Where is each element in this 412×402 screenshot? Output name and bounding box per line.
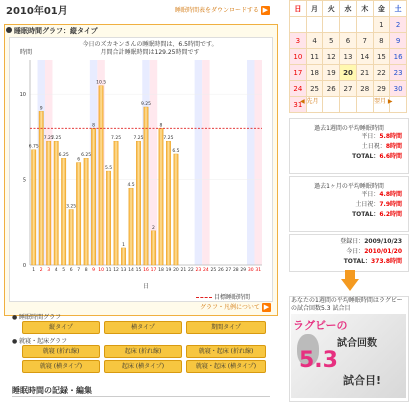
weekend-shade	[247, 60, 254, 265]
chart-legend	[196, 292, 250, 301]
x-tick-label: 21	[180, 268, 187, 273]
weekday-label: 平日：	[361, 133, 380, 140]
x-tick-label: 31	[255, 268, 262, 273]
wakeup-line-button[interactable]: 起床 (折れ線)	[104, 345, 182, 358]
bed-wake-horizontal-button[interactable]: 就寝・起床 (横タイプ)	[186, 360, 266, 373]
data-label: 9.25	[140, 101, 152, 107]
bed-wake-line-button[interactable]: 就寝・起床 (折れ線)	[186, 345, 266, 358]
chart-help-label[interactable]: グラフ・凡例について	[200, 304, 260, 311]
calendar-day[interactable]: 11	[306, 49, 323, 65]
x-tick-label: 11	[105, 268, 112, 273]
period-type-button[interactable]: 期間タイプ	[186, 321, 266, 334]
data-label: 2	[152, 225, 155, 231]
data-label: 9	[39, 106, 43, 112]
calendar-day[interactable]: 26	[323, 81, 340, 97]
calendar-day	[356, 17, 373, 33]
bar	[144, 107, 148, 265]
calendar-day[interactable]: 7	[356, 33, 373, 49]
reg-value: 2009/10/23	[364, 238, 402, 245]
month-weekend-row	[290, 200, 408, 210]
calendar-day[interactable]: 24	[290, 81, 307, 97]
bar	[166, 141, 170, 265]
calendar-day[interactable]: 28	[356, 81, 373, 97]
calendar-day[interactable]: 19	[323, 65, 340, 81]
calendar-day[interactable]: 29	[373, 81, 390, 97]
today-row	[290, 247, 408, 257]
week-weekend-value: 8時間	[385, 143, 402, 150]
week-weekday-row	[290, 132, 408, 142]
x-tick-label: 1	[32, 268, 36, 273]
x-tick-label: 29	[240, 268, 247, 273]
edit-heading: 睡眠時間の記録・編集	[12, 386, 92, 395]
calendar-day[interactable]: 17	[290, 65, 307, 81]
x-axis-label: 日	[143, 283, 150, 290]
chart-summary-line1: 今日のズカキンさんの睡眠時間は、6.5時間です。	[82, 41, 218, 48]
data-label: 4.5	[127, 183, 135, 189]
data-label: 7.25	[51, 136, 62, 142]
x-tick-label: 12	[113, 268, 119, 273]
x-tick-label: 20	[173, 268, 179, 273]
bar	[129, 188, 133, 265]
calendar-day[interactable]: 8	[373, 33, 390, 49]
download-link-label[interactable]: 睡眠時間表をダウンロードする	[175, 7, 259, 14]
next-month-label[interactable]: 翌月	[374, 98, 387, 105]
bar	[114, 141, 118, 265]
bar	[61, 158, 65, 265]
calendar-day	[323, 97, 340, 113]
data-label: 6.25	[81, 153, 92, 159]
calendar-day	[356, 97, 373, 113]
rugby-promo-image	[291, 314, 406, 398]
promo-text: あなたの1週間の平均睡眠時間はラグビーの試合回数5.3 試合目	[291, 297, 403, 312]
prev-arrow-icon[interactable]: ◀	[300, 98, 307, 105]
data-label: 6	[77, 157, 81, 163]
calendar-day[interactable]: 10	[290, 49, 307, 65]
x-tick-label: 14	[128, 268, 134, 273]
data-label: 7.25	[43, 136, 54, 142]
calendar-day[interactable]: 18	[306, 65, 323, 81]
bar	[174, 154, 178, 265]
registration-box	[289, 234, 409, 272]
data-label: 1	[122, 242, 125, 248]
x-tick-label: 15	[135, 268, 142, 273]
x-tick-label: 27	[225, 268, 232, 273]
data-label: 6.75	[28, 144, 39, 150]
graph-title-label: 睡眠時間グラフ：縦タイプ	[14, 27, 98, 35]
graph-type-label: ● 睡眠時間グラフ	[12, 314, 62, 321]
x-tick-label: 2	[39, 268, 43, 273]
x-tick-label: 30	[247, 268, 254, 273]
bar	[84, 158, 88, 265]
bedtime-line-button[interactable]: 就寝 (折れ線)	[22, 345, 100, 358]
weekend-shade	[202, 60, 209, 265]
weekday-header: 月	[306, 1, 323, 17]
bar	[46, 141, 50, 265]
calendar-day	[323, 17, 340, 33]
week-weekend-row	[290, 142, 408, 152]
month-weekday-value: 4.8時間	[379, 191, 402, 198]
week-weekday-value: 5.8時間	[379, 133, 402, 140]
today-label: 今日：	[346, 248, 365, 255]
bar	[121, 248, 125, 265]
bar	[76, 163, 80, 266]
bar	[159, 128, 163, 265]
weekday-header: 火	[323, 1, 340, 17]
promo-suffix: 試合目!	[343, 374, 382, 387]
weekend-shade	[255, 60, 262, 265]
calendar-day	[340, 17, 357, 33]
calendar-day[interactable]: 12	[323, 49, 340, 65]
month-total-value: 6.2時間	[379, 211, 402, 218]
weekend-label: 土日祝：	[361, 143, 386, 150]
bar	[99, 86, 103, 265]
bedtime-label: ● 就寝・起床グラフ	[12, 338, 68, 345]
calendar-day	[290, 17, 307, 33]
week-total-value: 6.6時間	[379, 153, 402, 160]
calendar-day	[306, 17, 323, 33]
calendar-day[interactable]: 6	[340, 33, 357, 49]
calendar-day[interactable]: 21	[356, 65, 373, 81]
bar	[136, 141, 140, 265]
calendar-day[interactable]: 16	[390, 49, 407, 65]
down-arrow-stem	[345, 270, 355, 279]
x-tick-label: 19	[165, 268, 172, 273]
next-month-link[interactable]	[374, 96, 393, 105]
next-arrow-icon[interactable]: ▶	[386, 98, 393, 105]
promo-number: 5.3	[299, 348, 338, 373]
graph-type-label-text: 睡眠時間グラフ	[19, 314, 62, 321]
calendar-day[interactable]: 2	[390, 17, 407, 33]
data-label: 6.25	[58, 153, 69, 159]
x-tick-label: 25	[210, 268, 217, 273]
calendar-day[interactable]: 14	[356, 49, 373, 65]
weekend-shade	[195, 60, 202, 265]
data-label: 7.25	[133, 136, 144, 142]
calendar-day[interactable]: 1	[373, 17, 390, 33]
x-tick-label: 5	[62, 268, 66, 273]
legend-label: 目標睡眠時間	[214, 294, 251, 301]
x-tick-label: 24	[203, 268, 209, 273]
month-stats-heading: 過去1ヶ月の平均睡眠時間	[314, 183, 384, 190]
x-tick-label: 18	[158, 268, 164, 273]
weekend-label: 土日祝：	[355, 201, 380, 208]
x-tick-label: 13	[120, 268, 127, 273]
cumulative-label: TOTAL：	[343, 258, 372, 265]
total-label: TOTAL：	[352, 211, 380, 218]
calendar-day[interactable]: 5	[323, 33, 340, 49]
promo-count-label: 試合回数	[337, 338, 377, 349]
vertical-type-button[interactable]: 縦タイプ	[22, 321, 100, 334]
bar	[31, 150, 35, 265]
calendar-day	[340, 97, 357, 113]
x-tick-label: 9	[92, 268, 96, 273]
month-total-row	[290, 210, 408, 220]
calendar-day[interactable]: 22	[373, 65, 390, 81]
calendar-day[interactable]: 15	[373, 49, 390, 65]
calendar-day[interactable]: 25	[306, 81, 323, 97]
cumulative-value: 373.8時間	[371, 258, 402, 265]
bar	[91, 128, 95, 265]
calendar-day[interactable]: 13	[340, 49, 357, 65]
data-label: 10.5	[96, 80, 107, 86]
reg-date-row	[290, 237, 408, 247]
x-tick-label: 10	[98, 268, 104, 273]
chart-summary	[60, 41, 240, 56]
week-stats-heading: 過去1週間の平均睡眠時間	[314, 125, 384, 132]
weekday-header: 日	[290, 1, 307, 17]
x-tick-label: 3	[47, 268, 51, 273]
bedtime-label-text: 就寝・起床グラフ	[19, 338, 68, 345]
x-tick-label: 4	[54, 268, 58, 273]
week-stats-box	[289, 118, 409, 174]
calendar-day[interactable]: 23	[390, 65, 407, 81]
month-weekday-row	[290, 190, 408, 200]
data-label: 3.25	[66, 204, 77, 210]
bar	[39, 111, 43, 265]
bar	[69, 209, 73, 265]
x-tick-label: 8	[84, 268, 88, 273]
bar	[106, 171, 110, 265]
x-tick-label: 17	[150, 268, 157, 273]
x-tick-label: 28	[232, 268, 239, 273]
promo-title: ラグビーの	[293, 319, 348, 332]
arrow-right-icon[interactable]: ▶	[263, 303, 270, 311]
bar	[54, 141, 58, 265]
data-label: 7.25	[163, 136, 174, 142]
weekday-header: 木	[356, 1, 373, 17]
data-label: 7.25	[111, 136, 122, 142]
data-label: 8	[159, 123, 163, 129]
bedtime-horizontal-button[interactable]: 就寝 (横タイプ)	[22, 360, 100, 373]
calendar-day[interactable]: 27	[340, 81, 357, 97]
data-label: 8	[92, 123, 96, 129]
prev-month-link[interactable]	[300, 96, 319, 105]
today-value: 2010/01/20	[364, 248, 402, 255]
cumulative-row	[290, 257, 408, 267]
wakeup-horizontal-button[interactable]: 起床 (横タイプ)	[104, 360, 182, 373]
data-label: 6.5	[172, 148, 180, 154]
bar	[151, 231, 155, 265]
chart-help-link[interactable]	[200, 302, 271, 312]
weekday-header: 土	[390, 1, 407, 17]
calendar-day[interactable]: 3	[290, 33, 307, 49]
calendar-day[interactable]: 9	[390, 33, 407, 49]
x-tick-label: 6	[69, 268, 73, 273]
data-label: 5.5	[104, 166, 113, 172]
arrow-right-icon[interactable]: ▶	[262, 6, 269, 14]
x-tick-label: 22	[188, 268, 194, 273]
calendar-day[interactable]: 20	[340, 65, 357, 81]
total-label: TOTAL：	[352, 153, 380, 160]
horizontal-type-button[interactable]: 横タイプ	[104, 321, 182, 334]
month-stats-box	[289, 176, 409, 232]
down-arrow-icon	[341, 279, 359, 291]
calendar-day[interactable]: 30	[390, 81, 407, 97]
weekday-header: 水	[340, 1, 357, 17]
divider	[12, 396, 270, 397]
calendar-day[interactable]: 31	[290, 97, 307, 113]
calendar-day[interactable]: 4	[306, 33, 323, 49]
x-tick-label: 26	[217, 268, 224, 273]
x-tick-label: 23	[195, 268, 202, 273]
reg-label: 登録日：	[340, 238, 365, 245]
weekday-label: 平日：	[361, 191, 380, 198]
x-tick-label: 16	[143, 268, 149, 273]
chart-summary-line2: 月間合計睡眠時間は129.25時間です	[100, 48, 200, 56]
week-total-row	[290, 152, 408, 162]
prev-month-label[interactable]: 先月	[306, 98, 319, 105]
month-title: 2010年01月	[6, 6, 68, 17]
month-weekend-value: 7.9時間	[379, 201, 402, 208]
y-tick-label: 5	[22, 177, 26, 184]
weekday-header: 金	[373, 1, 390, 17]
target-line-swatch	[196, 297, 212, 298]
x-tick-label: 7	[77, 268, 81, 273]
y-axis-label: 時間	[20, 49, 33, 56]
y-tick-label: 10	[19, 92, 26, 99]
y-tick-label: 0	[22, 263, 26, 269]
